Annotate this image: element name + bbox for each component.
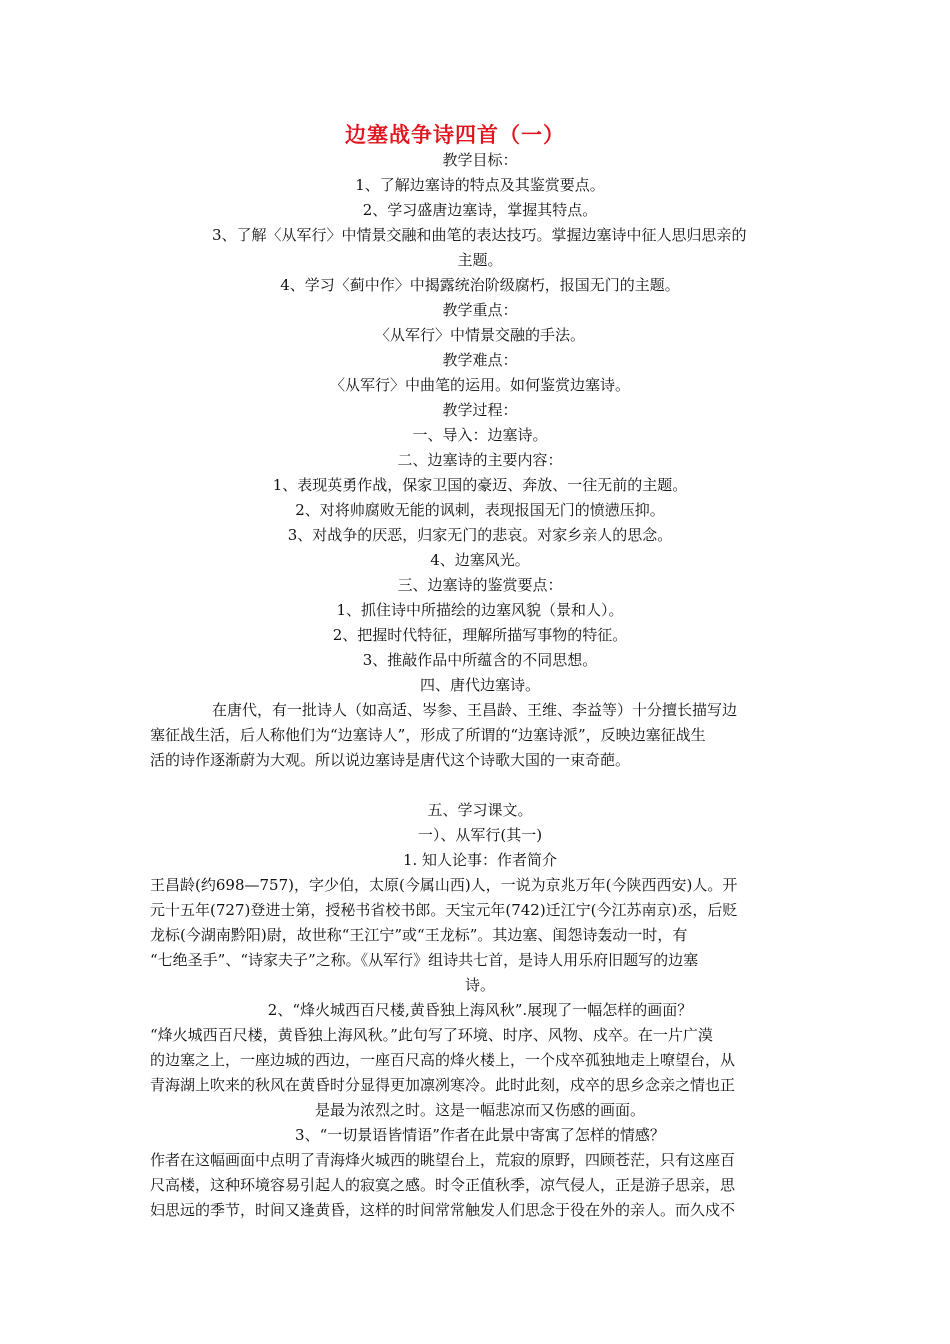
text-line: 诗。 [464,976,495,994]
text-line: “烽火城西百尺楼，黄昏独上海风秋。”此句写了环境、时序、风物、戍卒。在一片广漠 [150,1026,713,1044]
document-title: 边塞战争诗四首（一） [345,123,565,147]
text-line: 塞征战生活，后人称他们为“边塞诗人”，形成了所谓的“边塞诗派”，反映边塞征战生 [150,726,706,744]
text-line: 在唐代，有一批诗人（如高适、岑参、王昌龄、王维、李益等）十分擅长描写边 [212,701,738,719]
text-line: 元十五年(727)登进士第，授秘书省校书郎。天宝元年(742)迁江宁(今江苏南京)丞，后贬 [150,901,738,919]
text-line: 2、学习盛唐边塞诗，掌握其特点。 [362,201,598,219]
text-line: 一）、从军行(其一) [417,826,543,844]
text-line: 2、“烽火城西百尺楼,黄昏独上海风秋”.展现了一幅怎样的画面？ [267,1001,693,1019]
text-line: 五、学习课文。 [427,801,533,819]
text-line: 四、唐代边塞诗。 [419,676,540,694]
text-line: 1、表现英勇作战，保家卫国的豪迈、奔放、一往无前的主题。 [272,476,688,494]
text-line: 二、边塞诗的主要内容： [397,451,563,469]
text-line: 1、了解边塞诗的特点及其鉴赏要点。 [355,176,605,194]
text-line: 妇思远的季节，时间又逢黄昏，这样的时间常常触发人们思念于役在外的亲人。而久戍不 [150,1201,736,1219]
text-line: 活的诗作逐渐蔚为大观。所以说边塞诗是唐代这个诗歌大国的一束奇葩。 [150,751,631,769]
text-line: 三、边塞诗的鉴赏要点： [397,576,563,594]
text-line: “七绝圣手”、“诗家夫子”之称。《从军行》组诗共七首，是诗人用乐府旧题写的边塞 [150,951,699,969]
text-line: 教学重点： [442,301,518,319]
text-line: 3、了解〈从军行〉中情景交融和曲笔的表达技巧。掌握边塞诗中征人思归思亲的 [212,226,747,244]
text-line: 3、推敲作品中所蕴含的不同思想。 [362,651,598,669]
text-line: 4、边塞风光。 [430,551,530,569]
text-line: 一、导入：边塞诗。 [412,426,548,444]
text-line: 是最为浓烈之时。这是一幅悲凉而又伤感的画面。 [314,1101,645,1119]
text-line: 2、对将帅腐败无能的讽刺，表现报国无门的愤懑压抑。 [295,501,665,519]
text-line: 〈从军行〉中曲笔的运用。如何鉴赏边塞诗。 [329,376,630,394]
text-line: 尺高楼，这种环境容易引起人的寂寞之感。时令正值秋季，凉气侵人，正是游子思亲，思 [150,1176,736,1194]
text-line: 教学难点： [442,351,518,369]
text-line: 青海湖上吹来的秋风在黄昏时分显得更加凛冽寒冷。此时此刻，戍卒的思乡念亲之情也正 [150,1076,736,1094]
text-line: 3、“一切景语皆情语”作者在此景中寄寓了怎样的情感？ [295,1126,665,1144]
text-line: 教学目标： [442,151,518,169]
text-line: 1. 知人论事：作者简介 [402,851,558,869]
text-line: 的边塞之上，一座边城的西边，一座百尺高的烽火楼上，一个戍卒孤独地走上嘹望台，从 [150,1051,736,1069]
text-line: 1、抓住诗中所描绘的边塞风貌（景和人）。 [336,601,624,619]
text-line: 龙标(今湖南黔阳)尉，故世称“王江宁”或“王龙标”。其边塞、闺怨诗轰动一时，有 [150,926,688,944]
text-line: 教学过程： [442,401,518,419]
text-line: 3、对战争的厌恶，归家无门的悲哀。对家乡亲人的思念。 [287,526,673,544]
text-line: 作者在这幅画面中点明了青海烽火城西的眺望台上，荒寂的原野，四顾苍茫，只有这座百 [150,1151,736,1169]
text-line: 2、把握时代特征，理解所描写事物的特征。 [332,626,628,644]
text-line: 〈从军行〉中情景交融的手法。 [374,326,585,344]
text-line: 王昌龄(约698—757)，字少伯，太原(今属山西)人，一说为京兆万年(今陕西西安)人。开 [150,876,738,894]
text-line: 主题。 [457,251,503,269]
text-line: 4、学习〈蓟中作〉中揭露统治阶级腐朽，报国无门的主题。 [280,276,680,294]
